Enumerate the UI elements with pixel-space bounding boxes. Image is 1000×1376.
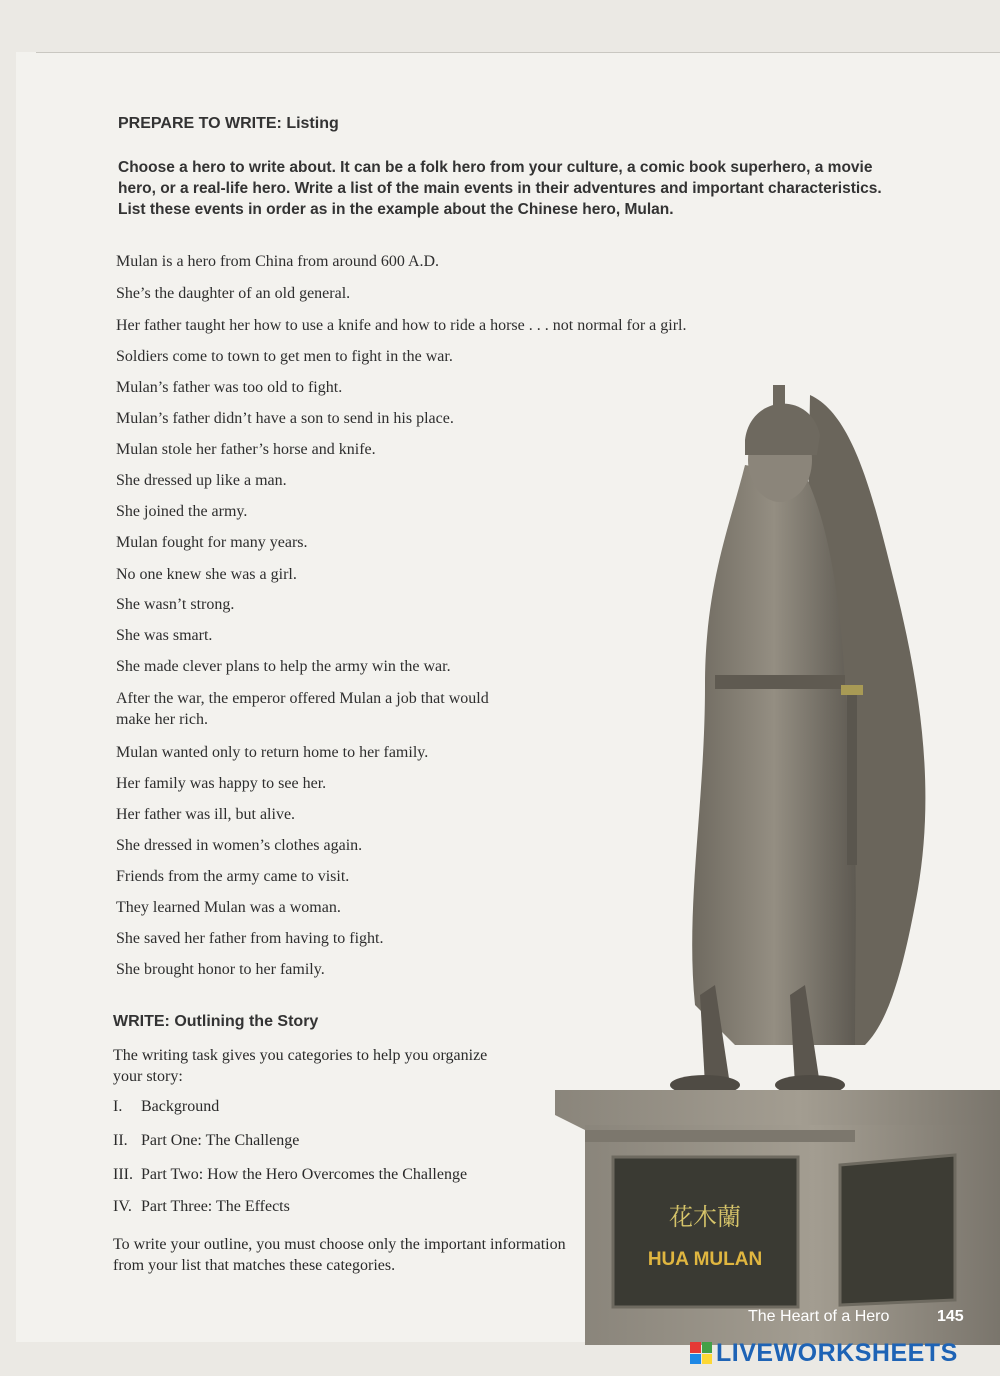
list-item: Mulan’s father didn’t have a son to send in his place.	[116, 410, 454, 427]
section-title-prepare-label: PREPARE TO WRITE:	[118, 115, 282, 132]
category-label: Background	[141, 1098, 220, 1115]
liveworksheets-brand[interactable]	[690, 1338, 958, 1368]
liveworksheets-logo-icon	[690, 1342, 712, 1364]
list-item	[113, 1166, 467, 1184]
list-item	[113, 1198, 290, 1216]
category-number: IV.	[113, 1198, 132, 1215]
top-rule	[36, 52, 1000, 53]
section-title-write-label: WRITE:	[113, 1013, 170, 1030]
section-title-write	[113, 1013, 318, 1031]
list-item: She was smart.	[116, 627, 213, 644]
category-number: I.	[113, 1098, 123, 1115]
list-item: Mulan wanted only to return home to her family.	[116, 744, 429, 761]
category-number: II.	[113, 1132, 128, 1149]
hua-mulan-statue-image	[555, 385, 1000, 1345]
list-item: She’s the daughter of an old general.	[116, 285, 351, 302]
plaque-name: HUA MULAN	[647, 1249, 763, 1270]
list-item: After the war, the emperor offered Mulan a job that would make her rich.	[116, 690, 489, 728]
list-item: Friends from the army came to visit.	[116, 868, 350, 885]
list-item: She dressed in women’s clothes again.	[116, 837, 363, 854]
section-title-prepare	[118, 115, 339, 133]
instruction-paragraph: Choose a hero to write about. It can be a folk hero from your culture, a comic book superhero, a movie hero, or a real-life hero. Write a list of the main events in their adventures and important characteristics. List these events in order as in the example about the Chinese hero, Mulan.	[118, 159, 882, 218]
category-label: Part Two: How the Hero Overcomes the Challenge	[141, 1166, 468, 1183]
outline-note-text: To write your outline, you must choose only the important information from your list that matches these categories.	[113, 1236, 566, 1274]
category-label: Part Three: The Effects	[141, 1198, 290, 1215]
write-intro-text: The writing task gives you categories to help you organize your story:	[113, 1047, 488, 1085]
list-item: Her father taught her how to use a knife and how to ride a horse . . . not normal for a girl.	[116, 317, 687, 334]
section-title-prepare-keyword: Listing	[286, 115, 339, 132]
list-item: She joined the army.	[116, 503, 248, 520]
chapter-title: The Heart of a Hero	[748, 1308, 890, 1325]
page-number: 145	[937, 1308, 964, 1325]
section-title-write-keyword: Outlining the Story	[174, 1013, 319, 1030]
list-item: Soldiers come to town to get men to fight in the war.	[116, 348, 453, 365]
list-item: They learned Mulan was a woman.	[116, 899, 341, 916]
category-label: Part One: The Challenge	[141, 1132, 300, 1149]
list-item: She brought honor to her family.	[116, 961, 325, 978]
category-number: III.	[113, 1166, 133, 1183]
list-item	[113, 1132, 299, 1150]
list-item: Mulan stole her father’s horse and knife.	[116, 441, 376, 458]
list-item: Her father was ill, but alive.	[116, 806, 296, 823]
list-item	[113, 1098, 219, 1116]
list-item: Mulan is a hero from China from around 600 A.D.	[116, 253, 440, 270]
list-item: She made clever plans to help the army win the war.	[116, 658, 451, 675]
list-item: Mulan’s father was too old to fight.	[116, 379, 343, 396]
list-item: She dressed up like a man.	[116, 472, 287, 489]
list-item: No one knew she was a girl.	[116, 566, 297, 583]
list-item: Mulan fought for many years.	[116, 534, 308, 551]
plaque-chinese-title: 花木蘭	[669, 1203, 741, 1231]
list-item: She saved her father from having to fight.	[116, 930, 384, 947]
brand-name: LIVEWORKSHEETS	[716, 1338, 958, 1367]
list-item: Her family was happy to see her.	[116, 775, 327, 792]
list-item: She wasn’t strong.	[116, 596, 235, 613]
